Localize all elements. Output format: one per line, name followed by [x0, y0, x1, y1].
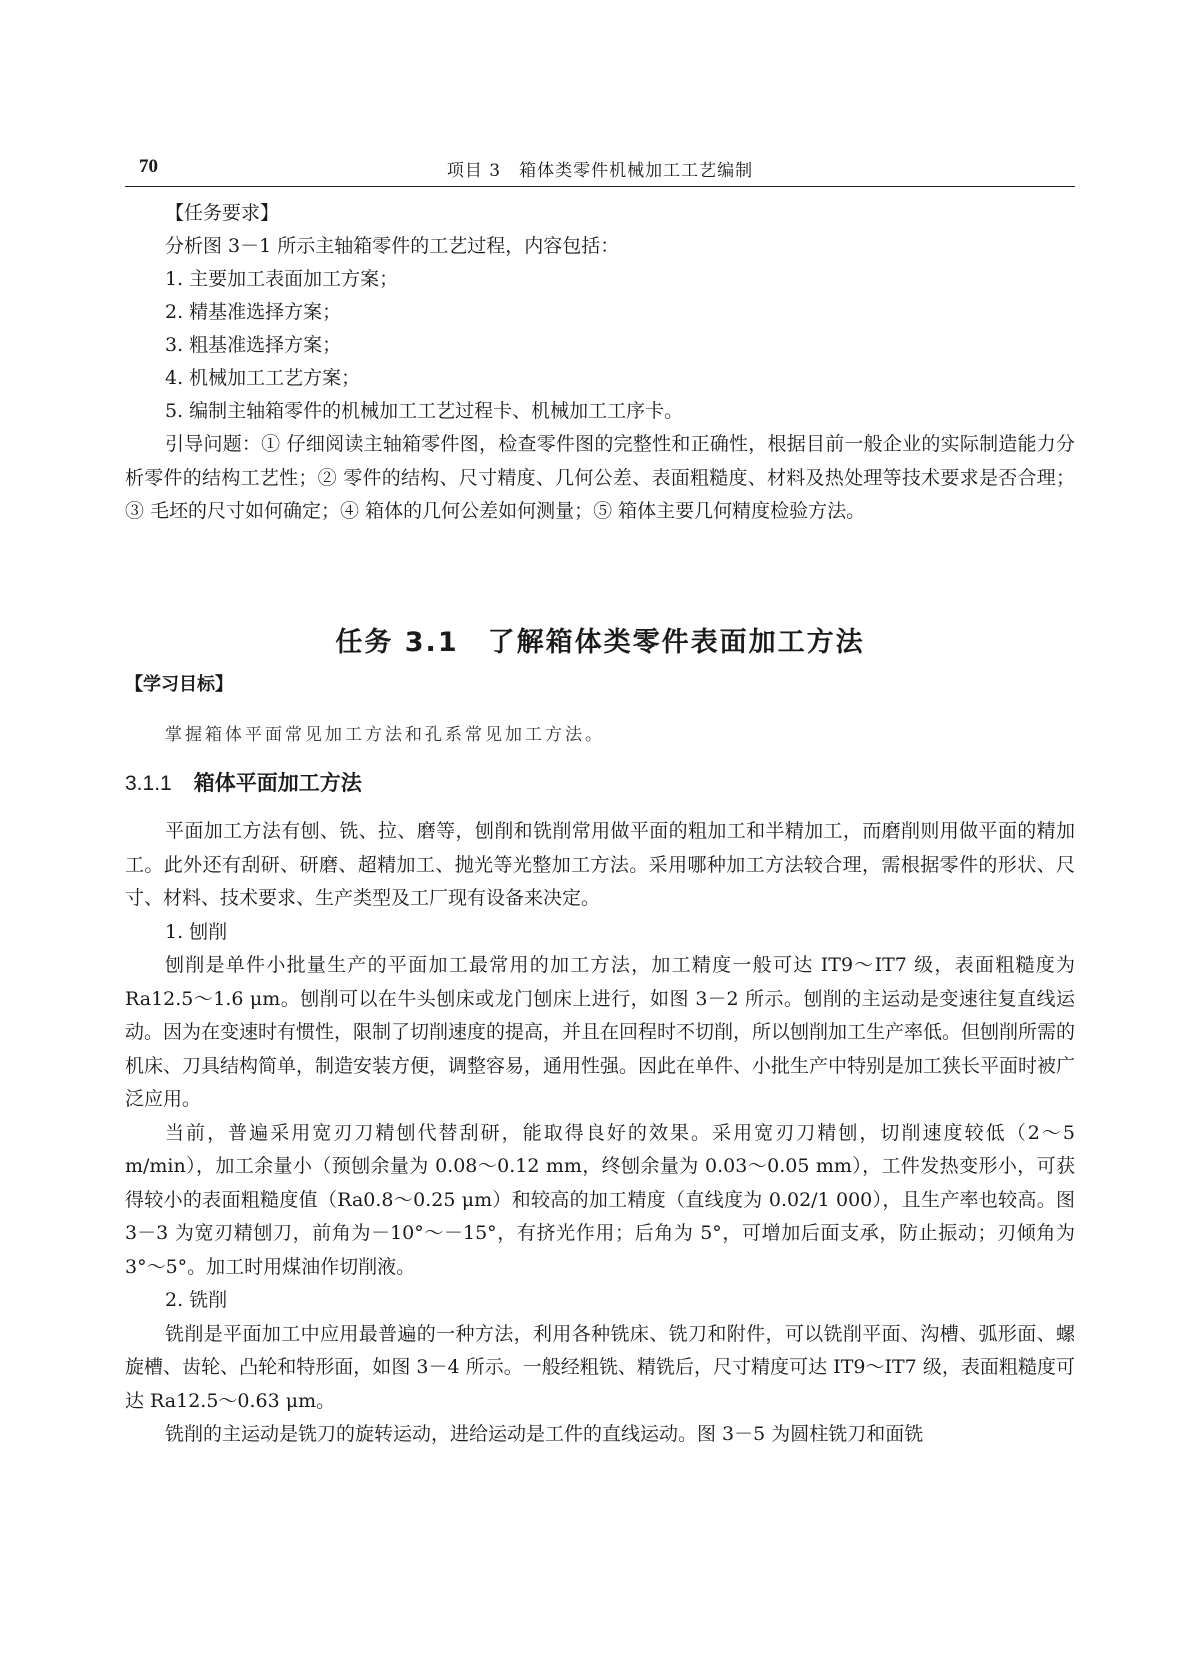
- section-3-1-1: [125, 766, 1075, 800]
- section-heading: [125, 766, 1075, 800]
- task-title: 任务 3.1 了解箱体类零件表面加工方法: [335, 627, 865, 658]
- guide-questions: 引导问题：① 仔细阅读主轴箱零件图，检查零件图的完整性和正确性，根据目前一般企业的实际制造能力分析零件的结构工艺性；② 零件的结构、尺寸精度、几何公差、表面粗糙度、材料及热处理等技术要求是否合理；③ 毛坯的尺寸如何确定；④ 箱体的几何公差如何测量；⑤ 箱体主要几何精度检验方法。: [125, 433, 1075, 522]
- task-requirements: [125, 197, 1075, 529]
- running-head: 项目 3 箱体类零件机械加工工艺编制: [446, 161, 754, 181]
- planing-paragraph-1: 刨削是单件小批量生产的平面加工最常用的加工方法，加工精度一般可达 IT9～IT7 级，表面粗糙度为 Ra12.5～1.6 μm。刨削可以在牛头刨床或龙门刨床上进行，如图 3－2 所示。刨削的主运动是变速往复直线运动。因为在变速时有惯性，限制了切削速度的提高，并且在回程时不切削，所以刨削加工生产率低。但刨削所需的机床、刀具结构简单，制造安装方便，调整容易，通用性强。因此在单件、小批生产中特别是加工狭长平面时被广泛应用。: [125, 954, 1076, 1110]
- page-header: [125, 150, 1075, 186]
- learning-objectives-heading: 【学习目标】: [125, 674, 233, 695]
- planing-paragraph-2: 当前，普遍采用宽刃刀精刨代替刮研，能取得良好的效果。采用宽刃刀精刨，切削速度较低（2～5 m/min），加工余量小（预刨余量为 0.08～0.12 mm，终刨余量为 0.03～0.05 mm），工件发热变形小，可获得较小的表面粗糙度值（Ra0.8～0.25 μm）和较高的加工精度（直线度为 0.02/1 000），且生产率也较高。图 3－3 为宽刃精刨刀，前角为－10°～－15°，有挤光作用；后角为 5°，可增加后面支承，防止振动；刃倾角为 3°～5°。加工时用煤油作切削液。: [125, 1121, 1075, 1278]
- task-requirement-item: 1. 主要加工表面加工方案；: [165, 268, 399, 290]
- section-body: [125, 815, 1075, 1452]
- header-rule: [125, 186, 1075, 187]
- task-requirement-item: 5. 编制主轴箱零件的机械加工工艺过程卡、机械加工工序卡。: [165, 400, 684, 422]
- milling-paragraph-2: 铣削的主运动是铣刀的旋转运动，进给运动是工件的直线运动。图 3－5 为圆柱铣刀和面铣: [165, 1423, 924, 1445]
- task-requirement-item: 4. 机械加工工艺方案；: [165, 367, 361, 389]
- task-requirement-item: 3. 粗基准选择方案；: [165, 334, 342, 356]
- section-number: 3.1.1: [125, 772, 172, 795]
- milling-paragraph-1: 铣削是平面加工中应用最普遍的一种方法，利用各种铣床、铣刀和附件，可以铣削平面、沟槽、弧形面、螺旋槽、齿轮、凸轮和特形面，如图 3－4 所示。一般经粗铣、精铣后，尺寸精度可达 IT9～IT7 级，表面粗糙度可达 Ra12.5～0.63 μm。: [125, 1322, 1075, 1412]
- learning-objectives: [125, 668, 1075, 702]
- section-title: 箱体平面加工方法: [193, 771, 362, 795]
- task-requirements-intro: 分析图 3－1 所示主轴箱零件的工艺过程，内容包括：: [165, 235, 620, 257]
- subsection-title-planing: 1. 刨削: [165, 920, 228, 943]
- learning-objectives-body: [125, 719, 1075, 752]
- learning-objectives-text: 掌握箱体平面常见加工方法和孔系常见加工方法。: [165, 725, 605, 745]
- section-intro: 平面加工方法有刨、铣、拉、磨等，刨削和铣削常用做平面的粗加工和半精加工，而磨削则用做平面的精加工。此外还有刮研、研磨、超精加工、抛光等光整加工方法。采用哪种加工方法较合理，需根据零件的形状、尺寸、材料、技术要求、生产类型及工厂现有设备来决定。: [125, 820, 1075, 909]
- page-number: 70: [139, 156, 158, 177]
- task-requirement-item: 2. 精基准选择方案；: [165, 301, 342, 323]
- task-requirements-heading: 【任务要求】: [165, 202, 280, 224]
- subsection-title-milling: 2. 铣削: [165, 1289, 228, 1311]
